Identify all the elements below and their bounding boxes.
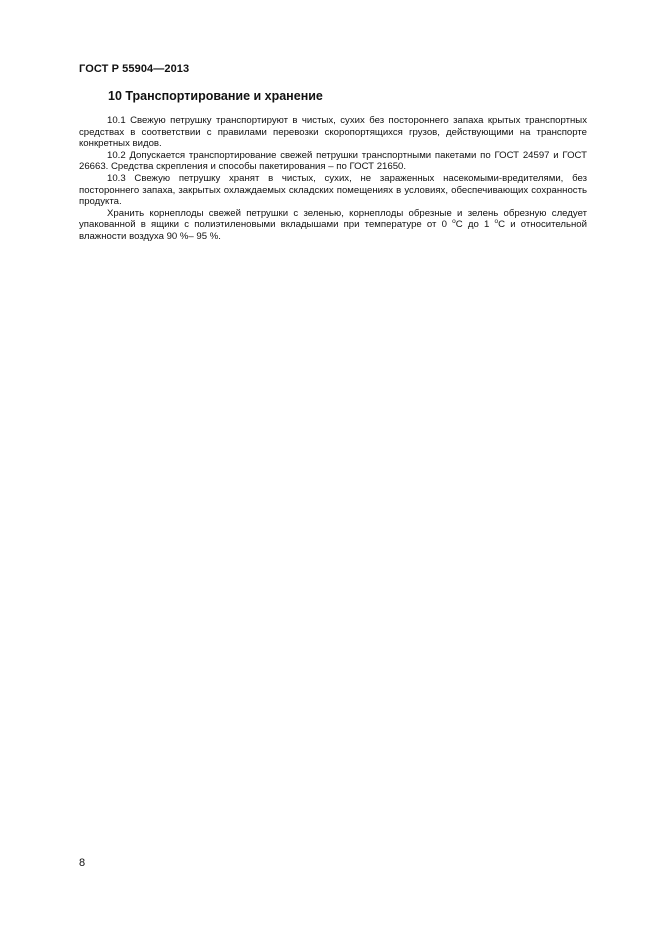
storage-text-part-1: Хранить корнеплоды свежей петрушки с зеленью, корнеплоды обрезные и зелень обрезную следует упакованной в ящики с полиэтиленовыми вкладышами при температуре от 0 [79,207,587,231]
storage-text-part-2: С до 1 [455,219,495,231]
paragraph-10-3: 10.3 Свежую петрушку хранят в чистых, сухих, не зараженных насекомыми-вредителями, без постороннего запаха, закрытых охлаждаемых складских помещениях в условиях, обеспечивающих сохранность продукта. [79,172,587,208]
degree-symbol: о [452,218,456,226]
paragraph-storage-conditions [79,208,587,243]
document-header: ГОСТ Р 55904—2013 [79,63,190,75]
paragraph-10-1: 10.1 Свежую петрушку транспортируют в чистых, сухих без постороннего запаха крытых транспортных средствах в соответствии с правилами перевозки скоропортящихся грузов, действующими на транспорте конкретных видов. [79,115,587,150]
paragraph-10-2: 10.2 Допускается транспортирование свежей петрушки транспортными пакетами по ГОСТ 24597 и ГОСТ 26663. Средства скрепления и способы пакетирования – по ГОСТ 21650. [79,149,587,173]
section-title: 10 Транспортирование и хранение [108,89,323,103]
section-body [79,115,587,243]
storage-text-part-3: С и относительной влажности воздуха 90 %– 95 %. [79,219,587,242]
page-number: 8 [79,857,86,869]
degree-symbol: о [494,218,499,226]
